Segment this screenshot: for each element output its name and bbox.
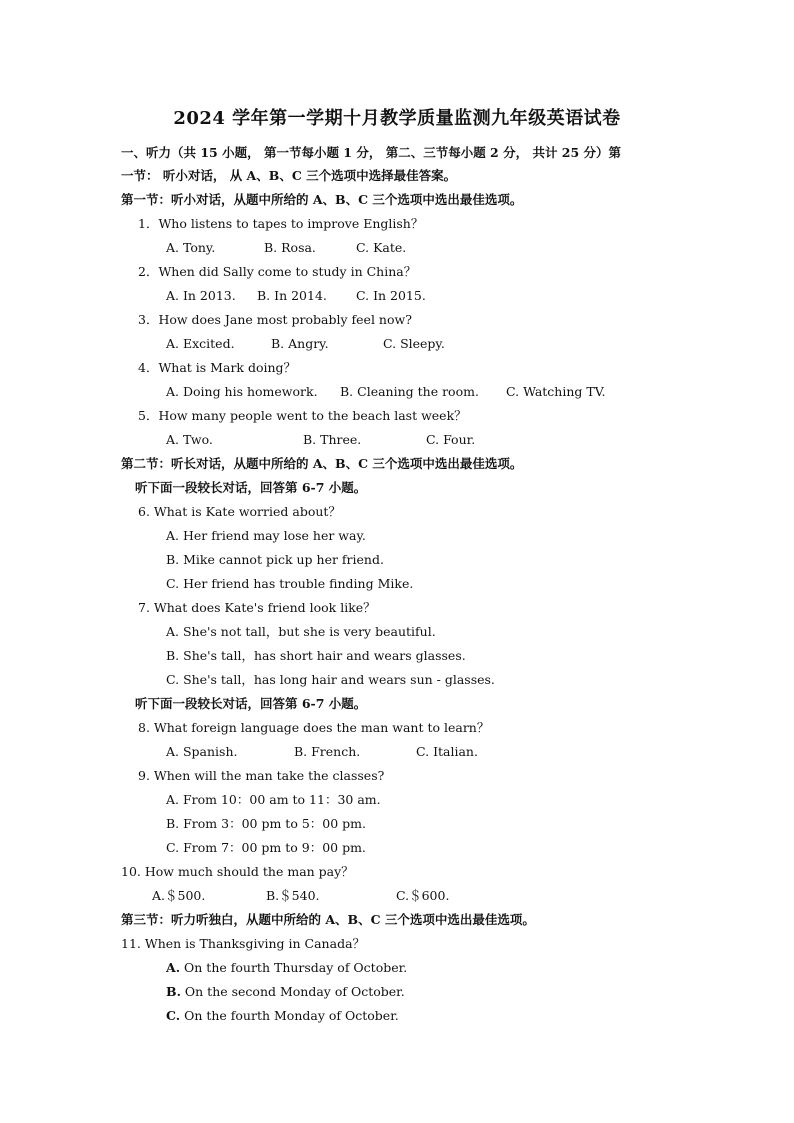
q1-option-c: C. Kate. — [356, 240, 407, 255]
q11-option-b-label: B. — [166, 984, 181, 999]
q11-option-c-label: C. — [166, 1008, 181, 1023]
q5-option-b: B. Three. — [303, 432, 362, 447]
section1-heading: 第一节：听小对话，从题中所给的 A、B、C 三个选项中选出最佳选项。 — [121, 192, 523, 207]
q11-option-b — [166, 984, 405, 1000]
question-3: 3．How does Jane most probably feel now? — [138, 312, 412, 327]
q10-option-b: B.＄540. — [266, 888, 320, 903]
q4-option-c: C. Watching TV. — [506, 384, 606, 399]
q7-option-a: A. She's not tall，but she is very beautiful. — [166, 624, 436, 639]
q3-option-c: C. Sleepy. — [383, 336, 445, 351]
question-10: 10. How much should the man pay？ — [121, 864, 354, 879]
part1-heading-line1: 一、听力（共 15 小题， 第一节每小题 1 分， 第二、三节每小题 2 分， 共计 25 分）第 — [121, 145, 622, 160]
q4-option-b: B. Cleaning the room. — [340, 384, 479, 399]
q11-option-c — [166, 1008, 399, 1024]
q8-option-c: C. Italian. — [416, 744, 478, 759]
q11-option-c-text: On the fourth Monday of October. — [180, 1008, 399, 1023]
q4-option-a: A. Doing his homework. — [166, 384, 318, 399]
q1-option-a: A. Tony. — [166, 240, 216, 255]
q2-option-b: B. In 2014. — [257, 288, 327, 303]
question-7: 7. What does Kate's friend look like？ — [138, 600, 376, 615]
question-11: 11. When is Thanksgiving in Canada？ — [121, 936, 366, 951]
question-1: 1．Who listens to tapes to improve English？ — [138, 216, 424, 231]
q5-option-a: A. Two. — [166, 432, 213, 447]
question-5: 5．How many people went to the beach last week？ — [138, 408, 467, 423]
q10-option-c: C.＄600. — [396, 888, 450, 903]
question-4: 4．What is Mark doing？ — [138, 360, 297, 375]
q6-option-b: B. Mike cannot pick up her friend. — [166, 552, 384, 567]
q6-option-a: A. Her friend may lose her way. — [166, 528, 366, 543]
section2-group2-intro: 听下面一段较长对话，回答第 6-7 小题。 — [135, 696, 367, 711]
q7-option-c: C. She's tall，has long hair and wears sun - glasses. — [166, 672, 495, 687]
q6-option-c: C. Her friend has trouble finding Mike. — [166, 576, 414, 591]
q5-option-c: C. Four. — [426, 432, 476, 447]
question-8: 8. What foreign language does the man want to learn？ — [138, 720, 490, 735]
q2-option-a: A. In 2013. — [166, 288, 236, 303]
q3-option-a: A. Excited. — [166, 336, 235, 351]
q9-option-a: A. From 10：00 am to 11：30 am. — [166, 792, 381, 807]
question-2: 2．When did Sally come to study in China？ — [138, 264, 417, 279]
q8-option-a: A. Spanish. — [166, 744, 238, 759]
q1-option-b: B. Rosa. — [264, 240, 316, 255]
q3-option-b: B. Angry. — [271, 336, 329, 351]
q11-option-a — [166, 960, 407, 976]
question-9: 9. When will the man take the classes? — [138, 768, 385, 783]
q9-option-c: C. From 7：00 pm to 9：00 pm. — [166, 840, 366, 855]
question-6: 6. What is Kate worried about？ — [138, 504, 341, 519]
section3-heading: 第三节：听力听独白，从题中所给的 A、B、C 三个选项中选出最佳选项。 — [121, 912, 535, 927]
section2-heading: 第二节：听长对话，从题中所给的 A、B、C 三个选项中选出最佳选项。 — [121, 456, 523, 471]
q8-option-b: B. French. — [294, 744, 361, 759]
q10-option-a: A.＄500. — [152, 888, 206, 903]
part1-heading-line2: 一节： 听小对话， 从 A、B、C 三个选项中选择最佳答案。 — [121, 168, 457, 183]
q11-option-a-text: On the fourth Thursday of October. — [180, 960, 408, 975]
q9-option-b: B. From 3：00 pm to 5：00 pm. — [166, 816, 366, 831]
q11-option-b-text: On the second Monday of October. — [180, 984, 405, 999]
section2-group1-intro: 听下面一段较长对话，回答第 6-7 小题。 — [135, 480, 367, 495]
q11-option-a-label: A. — [166, 960, 181, 975]
exam-title: 2024 学年第一学期十月教学质量监测九年级英语试卷 — [173, 108, 621, 129]
q2-option-c: C. In 2015. — [356, 288, 426, 303]
q7-option-b: B. She's tall，has short hair and wears glasses. — [166, 648, 466, 663]
